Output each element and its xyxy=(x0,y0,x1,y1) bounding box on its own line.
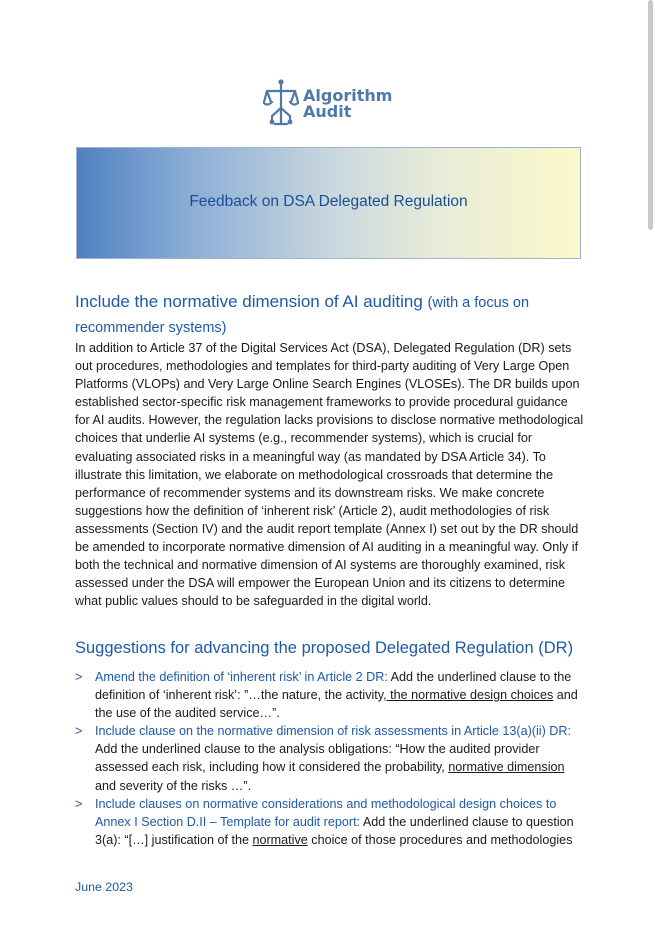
suggestion-text: Add the underlined clause to the analysis obligations: “How the audited provider assessed each risk, including how it considered the probability, xyxy=(95,742,540,775)
bullet-arrow-icon: > xyxy=(75,796,83,811)
bullet-arrow-icon: > xyxy=(75,724,83,739)
underlined-clause: normative xyxy=(252,832,308,847)
suggestion-text-end: choice of those procedures and methodologies xyxy=(307,832,573,847)
suggestion-lead: Amend the definition of ‘inherent risk’ in Article 2 DR: xyxy=(95,670,388,684)
suggestion-text: Add the underlined clause to the definition of ‘inherent risk’: ”…the nature, the activity xyxy=(95,670,572,703)
document-date: June 2023 xyxy=(75,880,133,894)
suggestion-text: Add the underlined clause to question 3(a): “[…] justification of the xyxy=(95,814,574,847)
underlined-clause: , the normative design choices xyxy=(383,688,554,703)
algorithm-audit-logo xyxy=(263,78,403,128)
scrollbar[interactable] xyxy=(648,0,653,230)
title-banner xyxy=(76,147,581,259)
banner-title: Feedback on DSA Delegated Regulation xyxy=(189,193,468,210)
intro-paragraph: In addition to Article 37 of the Digital Services Act (DSA), Delegated Regulation (DR) sets out procedures, methodologies and templates for third-party auditing of Very Large Open Platforms (VLOPs) and Very Large Online Search Engines (VLOSEs). The DR builds upon established sector-specific risk management frameworks to provide procedural guidance for AI audits. However, the regulation lacks provisions to disclose normative methodological choices that underlie AI systems (e.g., recommender systems), which is crucial for evaluating associated risks in a meaningful way (as mandated by DSA Article 34). To illustrate this limitation, we elaborate on methodological crossroads that determine the performance of recommender systems and its downstream risks. We make concrete suggestions how the definition of ‘inherent risk’ (Article 2), audit methodologies of risk assessments (Section IV) and the audit report template (Annex I) set out by the DR should be amended to incorporate normative dimension of AI auditing in a meaningful way. Only if both the technical and normative dimension of AI systems are thoroughly examined, risk assessed under the DSA will empower the European Union and its citizens to determine what public values should to be safeguarded in the digital world. xyxy=(75,341,584,609)
underlined-clause: normative dimension xyxy=(448,760,565,775)
bullet-arrow-icon: > xyxy=(75,670,83,684)
logo-wordmark xyxy=(303,88,392,120)
section-heading-suggestions: Suggestions for advancing the proposed Delegated Regulation (DR) xyxy=(75,639,574,657)
suggestion-lead: Include clause on the normative dimension of risk assessments in Article 13(a)(ii) DR: xyxy=(95,724,571,739)
suggestion-text-end: and the use of the audited service…”. xyxy=(95,688,578,721)
section-heading-normative-dimension xyxy=(75,290,575,340)
suggestion-item xyxy=(75,795,585,849)
suggestion-item xyxy=(75,668,585,722)
section-heading-main: Include the normative dimension of AI auditing xyxy=(75,292,423,311)
logo-line-1: Algorithm xyxy=(303,86,393,105)
suggestion-list xyxy=(75,668,585,849)
scales-circuit-icon xyxy=(263,78,299,128)
suggestion-text-end: and severity of the risks …”. xyxy=(95,778,252,793)
section-heading-subtitle: (with a focus on recommender systems) xyxy=(75,295,530,336)
suggestion-lead: Include clauses on normative considerations and methodological design choices to Annex I Section D.II – Template for audit report: xyxy=(95,796,557,829)
logo-line-2: Audit xyxy=(303,102,352,121)
suggestion-item xyxy=(75,722,585,794)
